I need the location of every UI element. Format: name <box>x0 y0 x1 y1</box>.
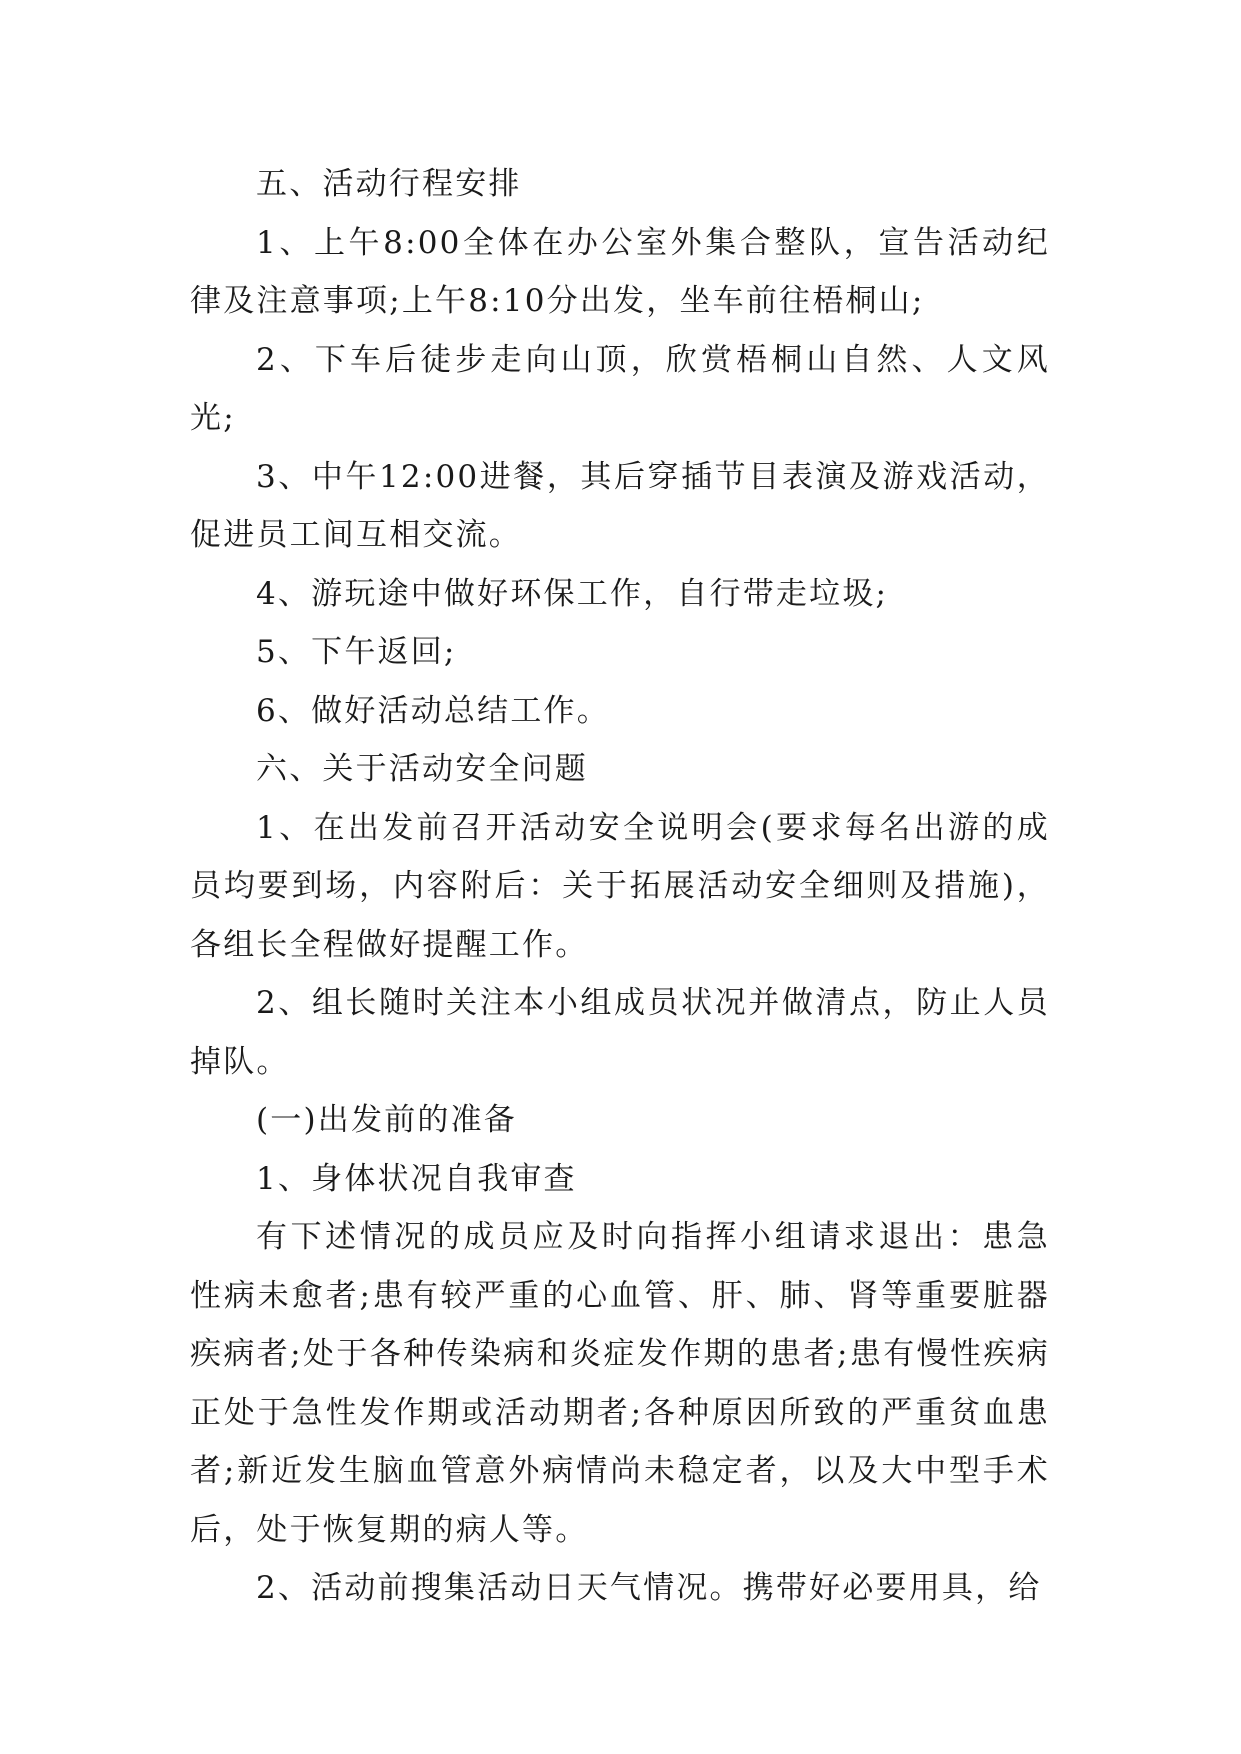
itinerary-item-4: 4、游玩途中做好环保工作，自行带走垃圾; <box>256 575 889 612</box>
safety-item-2: 2、组长随时关注本小组成员状况并做清点，防止人员掉队。 <box>190 985 1050 1080</box>
section-heading-itinerary: 五、活动行程安排 <box>256 166 522 202</box>
safety-item-1: 1、在出发前召开活动安全说明会(要求每名出游的成员均要到场，内容附后：关于拓展活动安全细则及措施)，各组长全程做好提醒工作。 <box>190 809 1050 963</box>
document-body <box>190 155 1050 1618</box>
health-exclusion-paragraph: 有下述情况的成员应及时向指挥小组请求退出：患急性病未愈者;患有较严重的心血管、肝、肺、肾等重要脏器疾病者;处于各种传染病和炎症发作期的患者;患有慢性疾病正处于急性发作期或活动期者;各种原因所致的严重贫血患者;新近发生脑血管意外病情尚未稳定者，以及大中型手术后，处于恢复期的病人等。 <box>190 1219 1050 1548</box>
preparation-item-1: 1、身体状况自我审查 <box>256 1160 577 1197</box>
itinerary-item-3: 3、中午12:00进餐，其后穿插节目表演及游戏活动，促进员工间互相交流。 <box>190 458 1050 553</box>
itinerary-item-2: 2、下车后徒步走向山顶，欣赏梧桐山自然、人文风光; <box>190 341 1050 436</box>
subsection-heading-preparation: (一)出发前的准备 <box>256 1102 517 1138</box>
itinerary-item-1: 1、上午8:00全体在办公室外集合整队，宣告活动纪律及注意事项;上午8:10分出发，坐车前往梧桐山; <box>190 224 1050 319</box>
section-heading-safety: 六、关于活动安全问题 <box>256 751 588 787</box>
preparation-item-2: 2、活动前搜集活动日天气情况。携带好必要用具，给 <box>256 1570 1042 1606</box>
itinerary-item-5: 5、下午返回; <box>256 634 457 670</box>
itinerary-item-6: 6、做好活动总结工作。 <box>256 692 610 729</box>
